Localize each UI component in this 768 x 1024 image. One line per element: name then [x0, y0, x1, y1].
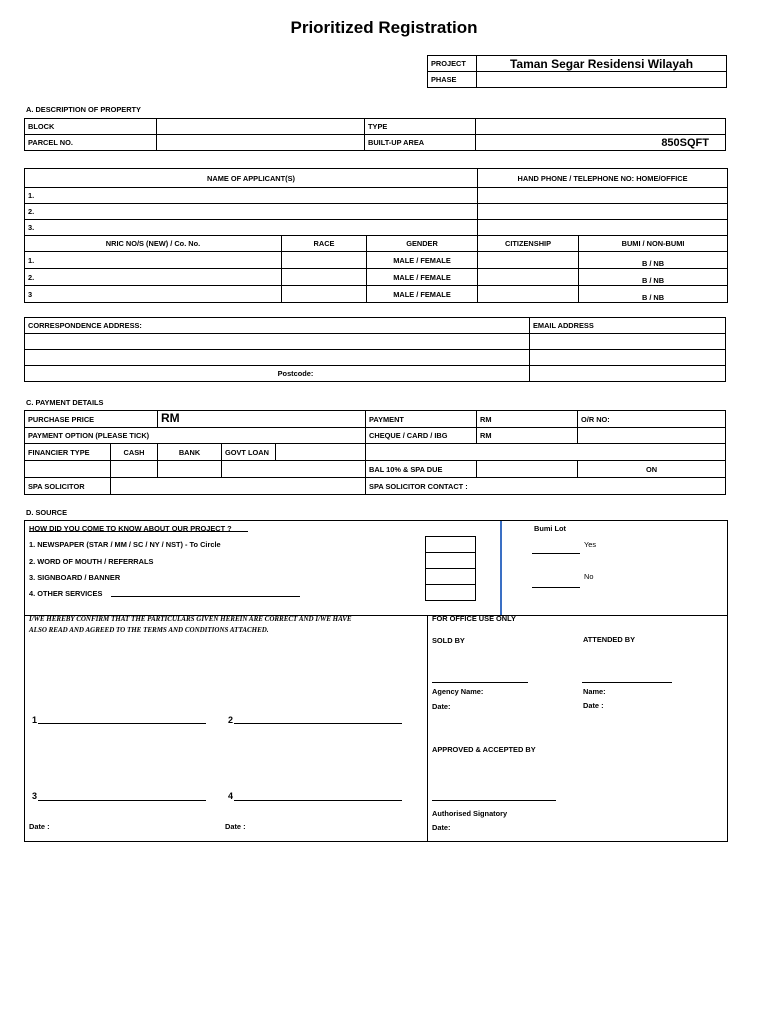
project-value[interactable]: Taman Segar Residensi Wilayah [477, 56, 727, 72]
office-date-2: Date : [583, 701, 604, 710]
bank-tick[interactable] [158, 461, 222, 478]
question-underline [29, 531, 248, 532]
bumi-lot-label: Bumi Lot [534, 524, 567, 533]
email-label: EMAIL ADDRESS [530, 318, 726, 334]
cheque-rm[interactable]: RM [477, 428, 578, 444]
applicant-name-row[interactable]: 1. [25, 188, 478, 204]
signature-3-number: 3 [32, 791, 38, 801]
builtup-label: BUILT-UP AREA [365, 135, 476, 151]
spa-contact-label[interactable]: SPA SOLICITOR CONTACT : [366, 478, 726, 495]
office-date-1: Date: [432, 702, 451, 711]
date-label-right: Date : [225, 822, 246, 831]
gender-field[interactable]: MALE / FEMALE [367, 252, 478, 269]
bank-option[interactable]: BANK [158, 444, 222, 461]
source-heading: D. SOURCE [26, 508, 68, 517]
declaration-line-1: I/WE HEREBY CONFIRM THAT THE PARTICULARS GIVEN HEREIN ARE CORRECT AND I/WE HAVE [29, 615, 352, 623]
correspondence-label: CORRESPONDENCE ADDRESS: [25, 318, 530, 334]
declaration-text [29, 614, 352, 636]
bumi-no-label: No [584, 572, 594, 581]
nric-field[interactable]: 2. [25, 269, 282, 286]
postcode-label[interactable]: Postcode: [25, 366, 530, 382]
page-title: Prioritized Registration [290, 18, 478, 37]
block-field[interactable] [157, 119, 365, 135]
applicant-phone[interactable] [478, 220, 728, 236]
sold-by-label: SOLD BY [432, 636, 465, 645]
payment-blank [366, 444, 726, 461]
sold-by-line[interactable] [432, 682, 528, 683]
race-header: RACE [282, 236, 367, 252]
other-services-line[interactable] [111, 596, 300, 597]
cash-option[interactable]: CASH [111, 444, 158, 461]
bal-label: BAL 10% & SPA DUE [366, 461, 477, 478]
bumi-field[interactable]: B / NB [579, 286, 728, 303]
purchase-price-field[interactable]: RM [158, 411, 366, 428]
applicants-table [24, 168, 728, 303]
address-line[interactable] [25, 334, 530, 350]
citizenship-field[interactable] [478, 252, 579, 269]
applicant-name-row[interactable]: 2. [25, 204, 478, 220]
race-field[interactable] [282, 269, 367, 286]
bumi-yes-label: Yes [584, 540, 597, 549]
payment-rm[interactable]: RM [477, 411, 578, 428]
race-field[interactable] [282, 252, 367, 269]
tick-box-referral[interactable] [425, 552, 476, 569]
nric-header: NRIC NO/S (NEW) / Co. No. [25, 236, 282, 252]
signature-2-number: 2 [228, 715, 234, 725]
name-header: NAME OF APPLICANT(S) [25, 169, 478, 188]
property-table [24, 118, 726, 151]
parcel-label: PARCEL NO. [25, 135, 157, 151]
bumi-lot-divider [500, 521, 502, 615]
tick-box-other[interactable] [425, 584, 476, 601]
applicant-phone[interactable] [478, 188, 728, 204]
bumi-header: BUMI / NON-BUMI [579, 236, 728, 252]
citizenship-header: CITIZENSHIP [478, 236, 579, 252]
attended-by-line[interactable] [582, 682, 672, 683]
block-label: BLOCK [25, 119, 157, 135]
signature-4-line[interactable] [234, 800, 402, 801]
govt-loan-option[interactable]: GOVT LOAN [222, 444, 276, 461]
source-option-referral: 2. WORD OF MOUTH / REFERRALS [29, 557, 154, 566]
payment-label: PAYMENT [366, 411, 477, 428]
source-question: HOW DID YOU COME TO KNOW ABOUT OUR PROJECT ? [29, 524, 232, 533]
cheque-label: CHEQUE / CARD / IBG [366, 428, 477, 444]
source-option-newspaper: 1. NEWSPAPER (STAR / MM / SC / NY / NST) - To Circle [29, 540, 221, 549]
phase-label: PHASE [428, 72, 477, 88]
spa-solicitor-label: SPA SOLICITOR [25, 478, 111, 495]
phone-header: HAND PHONE / TELEPHONE NO: HOME/OFFICE [478, 169, 728, 188]
attended-by-label: ATTENDED BY [583, 635, 636, 644]
date-label-left: Date : [29, 822, 50, 831]
bumi-field[interactable]: B / NB [579, 252, 728, 269]
project-table [427, 55, 727, 88]
tick-box-newspaper[interactable] [425, 536, 476, 553]
applicant-phone[interactable] [478, 204, 728, 220]
email-field[interactable] [530, 350, 726, 366]
signature-1-line[interactable] [38, 723, 206, 724]
tick-box-signboard[interactable] [425, 568, 476, 585]
source-option-other: 4. OTHER SERVICES [29, 589, 103, 598]
bumi-field[interactable]: B / NB [579, 269, 728, 286]
gender-header: GENDER [367, 236, 478, 252]
financier-label: FINANCIER TYPE [25, 444, 111, 461]
payment-heading: C. PAYMENT DETAILS [26, 398, 104, 407]
office-divider [427, 615, 428, 841]
citizenship-field[interactable] [478, 286, 579, 303]
source-declaration-frame [24, 520, 728, 842]
email-field[interactable] [530, 334, 726, 350]
authorised-label: Authorised Signatory [432, 809, 508, 818]
parcel-field[interactable] [157, 135, 365, 151]
financier-tick[interactable] [25, 461, 111, 478]
approved-label: APPROVED & ACCEPTED BY [432, 745, 536, 754]
section-a-heading: A. DESCRIPTION OF PROPERTY [26, 105, 141, 114]
purchase-price-label: PURCHASE PRICE [25, 411, 158, 428]
cash-tick[interactable] [111, 461, 158, 478]
payment-option-label: PAYMENT OPTION (PLEASE TICK) [25, 428, 366, 444]
phase-value[interactable] [477, 72, 727, 88]
project-label: PROJECT [428, 56, 477, 72]
signature-4-number: 4 [228, 791, 234, 801]
address-table [24, 317, 726, 382]
financier-blank[interactable] [276, 444, 366, 461]
signature-3-line[interactable] [38, 800, 206, 801]
signature-2-line[interactable] [234, 723, 402, 724]
type-label: TYPE [365, 119, 476, 135]
signature-1-number: 1 [32, 715, 38, 725]
govt-tick[interactable] [222, 461, 366, 478]
gender-field[interactable]: MALE / FEMALE [367, 286, 478, 303]
office-heading: FOR OFFICE USE ONLY [432, 614, 516, 623]
authorised-line[interactable] [432, 800, 556, 801]
declaration-line-2: ALSO READ AND AGREED TO THE TERMS AND CONDITIONS ATTACHED. [29, 626, 269, 634]
bumi-no-line[interactable] [532, 587, 580, 588]
type-field[interactable] [476, 119, 726, 135]
builtup-value[interactable]: 850SQFT [476, 135, 726, 151]
cheque-field[interactable] [578, 428, 726, 444]
race-field[interactable] [282, 286, 367, 303]
citizenship-field[interactable] [478, 269, 579, 286]
spa-solicitor-field[interactable] [111, 478, 366, 495]
applicant-name-row[interactable]: 3. [25, 220, 478, 236]
office-date-3: Date: [432, 823, 451, 832]
on-label[interactable]: ON [578, 461, 726, 478]
nric-field[interactable]: 3 [25, 286, 282, 303]
bumi-yes-line[interactable] [532, 553, 580, 554]
name-label: Name: [583, 687, 606, 696]
source-option-signboard: 3. SIGNBOARD / BANNER [29, 573, 121, 582]
or-label[interactable]: O/R NO: [578, 411, 726, 428]
bal-field[interactable] [477, 461, 578, 478]
payment-table [24, 410, 726, 495]
nric-field[interactable]: 1. [25, 252, 282, 269]
gender-field[interactable]: MALE / FEMALE [367, 269, 478, 286]
email-field[interactable] [530, 366, 726, 382]
agency-name-label: Agency Name: [432, 687, 484, 696]
address-line[interactable] [25, 350, 530, 366]
